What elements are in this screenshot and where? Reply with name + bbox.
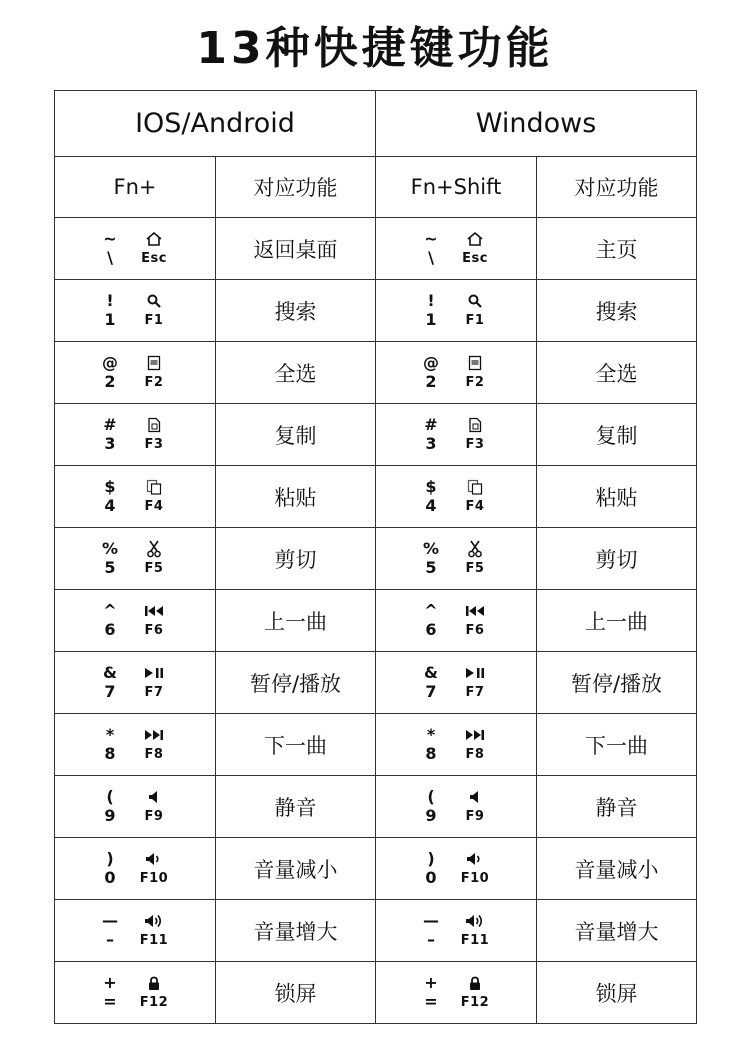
key-shift-symbol: ~: [424, 229, 438, 248]
volume-down-icon: [464, 850, 486, 868]
volume-down-icon: [143, 850, 165, 868]
win-function-cell: 暂停/播放: [537, 652, 697, 714]
key-combo: [91, 416, 179, 454]
key-base-symbol: 7: [104, 682, 116, 701]
function-key-label: F5: [465, 560, 485, 576]
key-combo: [91, 354, 179, 392]
table-row: [55, 900, 697, 962]
key-shift-symbol: %: [422, 539, 440, 558]
key-base-symbol: =: [103, 992, 117, 1011]
copy-icon: [464, 416, 486, 434]
ios-function-cell: 复制: [216, 404, 376, 466]
function-key-label: F9: [144, 808, 164, 824]
win-key-cell: [376, 528, 537, 590]
key-shift-symbol: ): [106, 849, 114, 868]
key-base-symbol: 1: [425, 310, 437, 329]
function-key-label: F4: [144, 498, 164, 514]
next-track-icon: [464, 726, 486, 744]
function-key-label: F8: [144, 746, 164, 762]
table-row: [55, 528, 697, 590]
win-function-cell: 音量增大: [537, 900, 697, 962]
mute-icon: [143, 788, 165, 806]
win-key-cell: [376, 404, 537, 466]
ios-key-cell: [55, 280, 216, 342]
function-key-label: F5: [144, 560, 164, 576]
key-base-symbol: 5: [104, 558, 116, 577]
function-key-label: F6: [144, 622, 164, 638]
key-shift-symbol: *: [105, 725, 115, 744]
ios-key-cell: [55, 776, 216, 838]
key-shift-symbol: $: [104, 477, 116, 496]
key-combo: [91, 292, 179, 330]
key-shift-symbol: ~: [103, 229, 117, 248]
key-base-symbol: 6: [104, 620, 116, 639]
win-function-cell: 音量减小: [537, 838, 697, 900]
function-key-label: F7: [144, 684, 164, 700]
ios-key-cell: [55, 962, 216, 1024]
key-combo: [91, 850, 179, 888]
key-combo: [412, 788, 500, 826]
key-combo: [91, 664, 179, 702]
volume-up-icon: [464, 912, 486, 930]
key-base-symbol: \: [107, 248, 113, 267]
table-row: [55, 590, 697, 652]
key-combo: [412, 230, 500, 268]
function-key-label: Esc: [462, 250, 488, 266]
win-function-cell: 主页: [537, 218, 697, 280]
key-combo: [91, 974, 179, 1012]
scissors-icon: [143, 540, 165, 558]
key-shift-symbol: #: [424, 415, 438, 434]
key-base-symbol: 3: [425, 434, 437, 453]
key-combo: [412, 664, 500, 702]
ios-function-cell: 音量增大: [216, 900, 376, 962]
function-key-label: F11: [460, 932, 490, 948]
key-shift-symbol: ): [427, 849, 435, 868]
key-shift-symbol: (: [106, 787, 114, 806]
key-shift-symbol: !: [427, 291, 435, 310]
ios-key-cell: [55, 528, 216, 590]
key-combo: [91, 726, 179, 764]
key-base-symbol: 0: [425, 868, 437, 887]
page-title: 13种快捷键功能: [196, 23, 554, 74]
function-key-label: F11: [139, 932, 169, 948]
win-key-cell: [376, 466, 537, 528]
key-shift-symbol: @: [423, 353, 439, 372]
function-key-label: F10: [460, 870, 490, 886]
win-function-cell: 上一曲: [537, 590, 697, 652]
key-combo: [412, 850, 500, 888]
key-base-symbol: 5: [425, 558, 437, 577]
function-key-label: Esc: [141, 250, 167, 266]
win-function-cell: 全选: [537, 342, 697, 404]
ios-key-cell: [55, 342, 216, 404]
ios-key-cell: [55, 900, 216, 962]
key-base-symbol: 9: [425, 806, 437, 825]
ios-function-cell: 搜索: [216, 280, 376, 342]
win-key-cell: [376, 900, 537, 962]
table-row: [55, 280, 697, 342]
key-combo: [91, 788, 179, 826]
key-shift-symbol: ^: [103, 601, 117, 620]
function-key-label: F3: [144, 436, 164, 452]
key-base-symbol: 8: [104, 744, 116, 763]
key-shift-symbol: —: [102, 911, 118, 930]
key-base-symbol: 9: [104, 806, 116, 825]
win-function-cell: 复制: [537, 404, 697, 466]
ios-key-cell: [55, 838, 216, 900]
table-row: [55, 962, 697, 1024]
function-key-label: F8: [465, 746, 485, 762]
key-combo: [412, 416, 500, 454]
ios-function-cell: 粘贴: [216, 466, 376, 528]
key-combo: [412, 726, 500, 764]
play-pause-icon: [464, 664, 486, 682]
key-base-symbol: 7: [425, 682, 437, 701]
key-base-symbol: –: [106, 930, 114, 949]
windows-header: Windows: [376, 91, 697, 157]
function-key-label: F7: [465, 684, 485, 700]
table-row: [55, 838, 697, 900]
search-icon: [464, 292, 486, 310]
key-shift-symbol: &: [424, 663, 438, 682]
win-function-cell: 下一曲: [537, 714, 697, 776]
key-combo: [91, 478, 179, 516]
key-combo: [412, 354, 500, 392]
home-icon: [464, 230, 486, 248]
paste-icon: [464, 478, 486, 496]
key-combo: [91, 540, 179, 578]
ios-function-cell: 返回桌面: [216, 218, 376, 280]
copy-icon: [143, 416, 165, 434]
key-combo: [91, 912, 179, 950]
key-shift-symbol: *: [426, 725, 436, 744]
key-base-symbol: \: [428, 248, 434, 267]
table-row: [55, 652, 697, 714]
previous-track-icon: [143, 602, 165, 620]
platform-header-row: [55, 91, 697, 157]
win-key-cell: [376, 962, 537, 1024]
windows-key-column-header: Fn+Shift: [376, 157, 537, 218]
ios-function-cell: 音量减小: [216, 838, 376, 900]
win-function-cell: 静音: [537, 776, 697, 838]
key-shift-symbol: @: [102, 353, 118, 372]
key-base-symbol: 4: [425, 496, 437, 515]
win-function-cell: 搜索: [537, 280, 697, 342]
ios-key-cell: [55, 218, 216, 280]
key-base-symbol: 2: [425, 372, 437, 391]
ios-function-cell: 剪切: [216, 528, 376, 590]
previous-track-icon: [464, 602, 486, 620]
function-key-label: F12: [460, 994, 490, 1010]
ios-function-cell: 全选: [216, 342, 376, 404]
key-shift-symbol: +: [424, 973, 438, 992]
key-shift-symbol: %: [101, 539, 119, 558]
key-combo: [412, 974, 500, 1012]
column-header-row: [55, 157, 697, 218]
key-base-symbol: 8: [425, 744, 437, 763]
ios-key-cell: [55, 652, 216, 714]
ios-key-cell: [55, 590, 216, 652]
ios-function-cell: 上一曲: [216, 590, 376, 652]
key-shift-symbol: —: [423, 911, 439, 930]
ios-function-cell: 静音: [216, 776, 376, 838]
function-key-label: F2: [465, 374, 485, 390]
ios-function-cell: 锁屏: [216, 962, 376, 1024]
volume-up-icon: [143, 912, 165, 930]
windows-function-column-header: 对应功能: [537, 157, 697, 218]
win-function-cell: 粘贴: [537, 466, 697, 528]
key-base-symbol: 4: [104, 496, 116, 515]
key-combo: [412, 602, 500, 640]
lock-icon: [464, 974, 486, 992]
function-key-label: F4: [465, 498, 485, 514]
scissors-icon: [464, 540, 486, 558]
select-all-icon: [143, 354, 165, 372]
ios-android-header: IOS/Android: [55, 91, 376, 157]
ios-key-cell: [55, 404, 216, 466]
key-base-symbol: 0: [104, 868, 116, 887]
key-combo: [412, 292, 500, 330]
key-shift-symbol: $: [425, 477, 437, 496]
table-row: [55, 466, 697, 528]
table-row: [55, 218, 697, 280]
search-icon: [143, 292, 165, 310]
home-icon: [143, 230, 165, 248]
key-shift-symbol: &: [103, 663, 117, 682]
lock-icon: [143, 974, 165, 992]
key-combo: [412, 540, 500, 578]
ios-function-column-header: 对应功能: [216, 157, 376, 218]
win-function-cell: 剪切: [537, 528, 697, 590]
key-shift-symbol: (: [427, 787, 435, 806]
win-key-cell: [376, 218, 537, 280]
play-pause-icon: [143, 664, 165, 682]
paste-icon: [143, 478, 165, 496]
function-key-label: F1: [465, 312, 485, 328]
ios-key-cell: [55, 714, 216, 776]
key-combo: [91, 230, 179, 268]
mute-icon: [464, 788, 486, 806]
table-row: [55, 404, 697, 466]
ios-function-cell: 下一曲: [216, 714, 376, 776]
function-key-label: F10: [139, 870, 169, 886]
key-base-symbol: =: [424, 992, 438, 1011]
win-key-cell: [376, 838, 537, 900]
key-base-symbol: 3: [104, 434, 116, 453]
function-key-label: F12: [139, 994, 169, 1010]
win-key-cell: [376, 590, 537, 652]
key-base-symbol: 6: [425, 620, 437, 639]
key-combo: [412, 912, 500, 950]
function-key-label: F1: [144, 312, 164, 328]
win-function-cell: 锁屏: [537, 962, 697, 1024]
key-shift-symbol: ^: [424, 601, 438, 620]
table-row: [55, 714, 697, 776]
key-combo: [412, 478, 500, 516]
win-key-cell: [376, 280, 537, 342]
select-all-icon: [464, 354, 486, 372]
function-key-label: F3: [465, 436, 485, 452]
table-row: [55, 776, 697, 838]
key-shift-symbol: #: [103, 415, 117, 434]
win-key-cell: [376, 652, 537, 714]
ios-key-column-header: Fn+: [55, 157, 216, 218]
key-combo: [91, 602, 179, 640]
table-row: [55, 342, 697, 404]
next-track-icon: [143, 726, 165, 744]
win-key-cell: [376, 776, 537, 838]
key-shift-symbol: !: [106, 291, 114, 310]
key-base-symbol: –: [427, 930, 435, 949]
key-base-symbol: 2: [104, 372, 116, 391]
function-key-label: F2: [144, 374, 164, 390]
shortcut-table: [54, 90, 697, 1024]
ios-key-cell: [55, 466, 216, 528]
function-key-label: F6: [465, 622, 485, 638]
win-key-cell: [376, 714, 537, 776]
key-base-symbol: 1: [104, 310, 116, 329]
ios-function-cell: 暂停/播放: [216, 652, 376, 714]
key-shift-symbol: +: [103, 973, 117, 992]
function-key-label: F9: [465, 808, 485, 824]
win-key-cell: [376, 342, 537, 404]
